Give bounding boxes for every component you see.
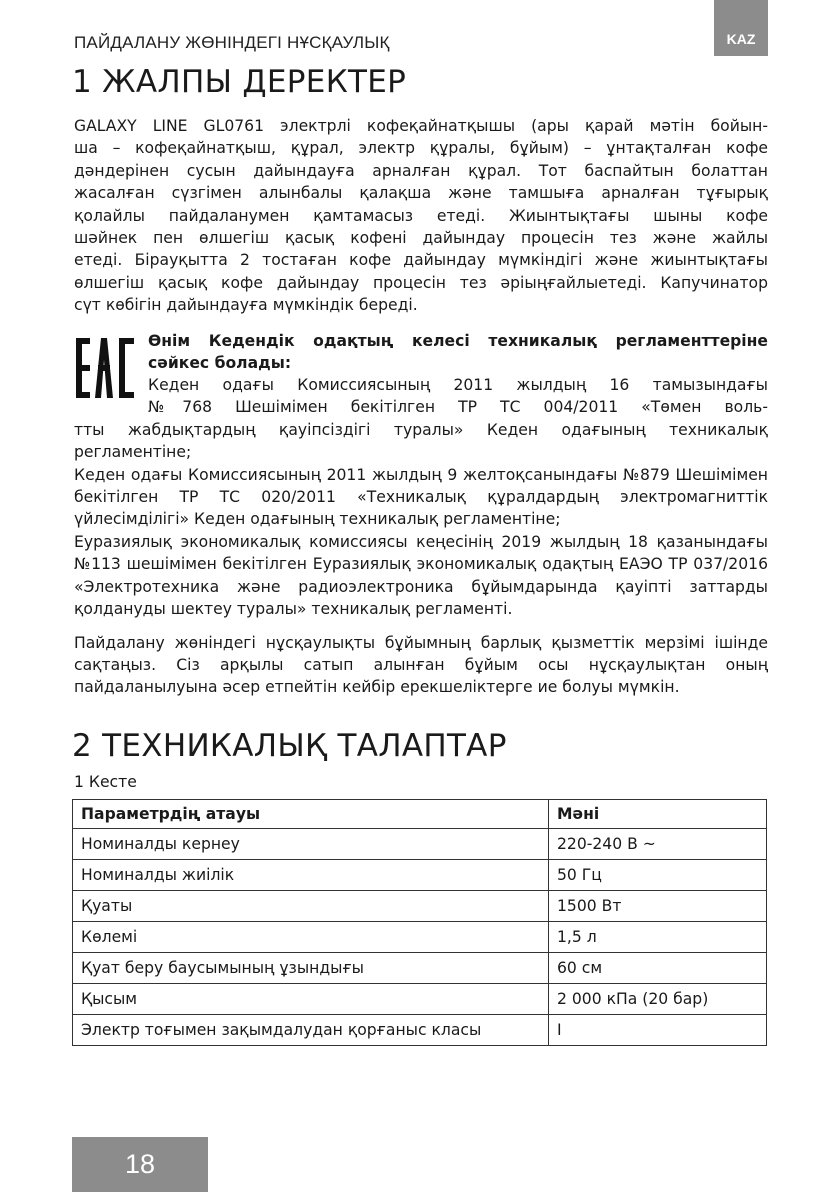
manual-keep-note: Пайдалану жөніндегі нұсқаулықты бұйымның барлық қызметтік мерзімі ішінде сақтаңыз. Сіз арқылы сатып алынған бұйым осы нұсқаулықтан оның пайдаланылуына әсер етпейтін кейбір ерекшеліктерге ие болуы мүмкін. [74,633,768,697]
language-badge-label: KAZ [726,31,756,47]
table-row [73,860,767,891]
table-header-cell: Параметрдің атауы [73,800,549,829]
eac-reg1-line: №768 Шешімімен бекітілген ТР ТС 004/2011 «Төмен воль- [148,398,768,417]
intro-line: ша – кофеқайнатқыш, құрал, электр құралы, бұйым) – ұнтақталған кофе [74,139,768,158]
table-row [73,1015,767,1046]
specs-table [72,799,767,1046]
eac-reg2: Кеден одағы Комиссиясының 2011 жылдың 9 желтоқсанындағы №879 Шешімімен бекітілген ТР ТС 020/2011 «Техникалық құралдардың электромагниттік үйлесімділігі» Кеден одағының техникалық регламентіне; [74,465,768,529]
eac-reg3: Еуразиялық экономикалық комиссиясы кеңесінің 2019 жылдың 18 қазанындағы №113 шешімімен бекітілген Еуразиялық экономикалық одақтың ЕАЭО ТР 037/2016 «Электротехника және радиоэлектроника бұйымдарында қауіпті заттарды қолдануды шектеу туралы» техникалық регламенті. [74,532,768,619]
table-row [73,953,767,984]
intro-line: қолайлы пайдаланумен қамтамасыз етеді. Жиынтықтағы шыны кофе [74,206,768,225]
eac-reg1-continuation: тты жабдықтардың қауіпсіздігі туралы» Кеден одағының техникалық регламентіне; [74,420,768,462]
param-name-cell: Номиналды жиілік [73,860,549,891]
intro-line: етеді. Бірауқытта 2 тостаған кофе дайындау мүмкіндігі және жиынтықтағы [74,251,768,270]
page-header-title: ПАЙДАЛАНУ ЖӨНІНДЕГІ НҰСҚАУЛЫҚ [74,33,390,52]
intro-line: дәндерінен сусын дайындауға арналған құрал. Тот баспайтын болаттан [74,161,768,180]
table-row [73,922,767,953]
param-value-cell: 60 см [549,953,767,984]
param-value-cell: I [549,1015,767,1046]
table-row [73,984,767,1015]
param-value-cell: 1500 Вт [549,891,767,922]
intro-line: өлшегіш қасық кофе дайындау процесін тез әріыңғайлыетеді. Капучинатор [74,273,768,292]
intro-line: жасалған сүзгімен алынбалы қалақша және тамшыға арналған тұғырық [74,184,768,203]
table-row [73,829,767,860]
intro-line: сүт көбігін дайындауға мүмкіндік береді. [74,296,418,315]
param-name-cell: Электр тоғымен зақымдалудан қорғаныс класы [73,1015,549,1046]
param-value-cell: 1,5 л [549,922,767,953]
table-caption: 1 Кесте [74,773,137,791]
eac-mark-icon [74,338,136,398]
param-value-cell: 220-240 В ~ [549,829,767,860]
eac-reg1-line: Кеден одағы Комиссиясының 2011 жылдың 16 тамызындағы [148,376,768,394]
param-value-cell: 50 Гц [549,860,767,891]
param-name-cell: Номиналды кернеу [73,829,549,860]
param-name-cell: Көлемі [73,922,549,953]
section2-title: 2 ТЕХНИКАЛЫҚ ТАЛАПТАР [72,728,507,764]
eac-heading: Өнім Кедендік одақтың келесі техникалық регламенттеріне сәйкес болады: [148,332,768,373]
page-number: 18 [72,1137,208,1192]
language-badge [714,0,768,56]
table-row [73,891,767,922]
table-header-row [73,800,767,829]
intro-line: шәйнек пен өлшегіш қасық кофені дайындау процесін тез және жайлы [74,229,768,247]
section1-title: 1 ЖАЛПЫ ДЕРЕКТЕР [72,64,407,100]
table-header-cell: Мәні [549,800,767,829]
param-name-cell: Қысым [73,984,549,1015]
param-name-cell: Қуат беру баусымының ұзындығы [73,953,549,984]
param-name-cell: Қуаты [73,891,549,922]
intro-line: GALAXY LINE GL0761 электрлі кофеқайнатқышы (ары қарай мәтін бойын- [74,117,768,135]
param-value-cell: 2 000 кПа (20 бар) [549,984,767,1015]
